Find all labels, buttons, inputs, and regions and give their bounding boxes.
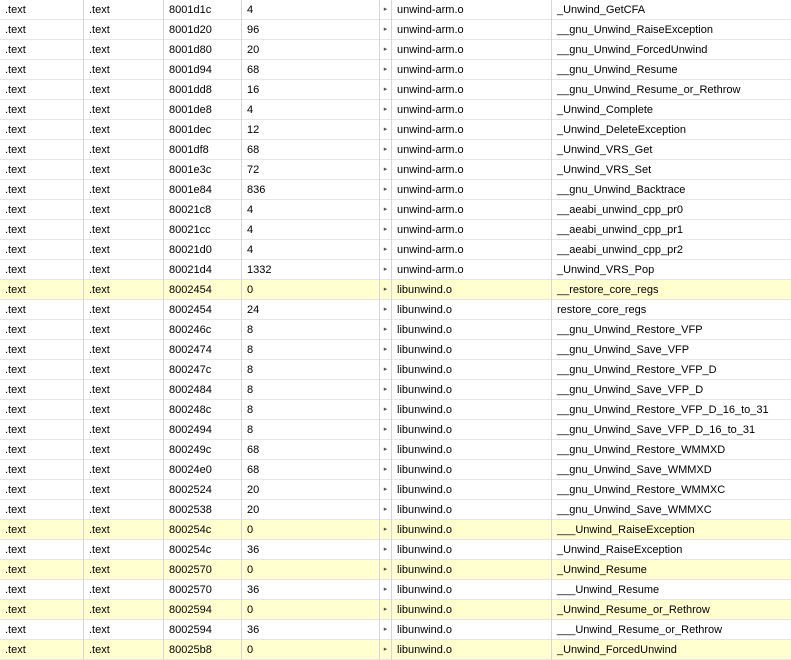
address-cell: 8002570 xyxy=(164,580,242,600)
address-cell: 8002454 xyxy=(164,280,242,300)
expand-arrow-icon[interactable]: ▸ xyxy=(380,40,392,60)
symbol-name-cell: __gnu_Unwind_Save_WMMXD xyxy=(557,464,712,476)
symbol-name-cell: _Unwind_VRS_Set xyxy=(557,164,652,176)
expand-arrow-icon[interactable]: ▸ xyxy=(380,0,392,20)
address-cell: 8001d94 xyxy=(164,60,242,80)
size-cell: 72 xyxy=(242,160,380,180)
section-cell: .text xyxy=(0,100,84,120)
size-cell: 36 xyxy=(242,540,380,560)
object-file-cell: unwind-arm.o xyxy=(392,60,552,80)
size-cell: 0 xyxy=(242,640,380,660)
size-cell: 4 xyxy=(242,200,380,220)
table-row[interactable] xyxy=(0,80,791,100)
object-file-cell: unwind-arm.o xyxy=(392,200,552,220)
object-file-cell: libunwind.o xyxy=(392,460,552,480)
address-cell: 800247c xyxy=(164,360,242,380)
address-cell: 8002570 xyxy=(164,560,242,580)
object-file-cell: unwind-arm.o xyxy=(392,220,552,240)
section-cell: .text xyxy=(0,520,84,540)
symbol-name-cell: __gnu_Unwind_Restore_WMMXC xyxy=(557,484,726,496)
object-file-cell: unwind-arm.o xyxy=(392,40,552,60)
section-cell: .text xyxy=(0,400,84,420)
section-cell: .text xyxy=(0,60,84,80)
expand-arrow-icon[interactable]: ▸ xyxy=(380,600,392,620)
section-cell: .text xyxy=(0,540,84,560)
object-file-cell: unwind-arm.o xyxy=(392,140,552,160)
size-cell: 36 xyxy=(242,580,380,600)
table-row[interactable] xyxy=(0,120,791,140)
table-row[interactable] xyxy=(0,580,791,600)
section-cell: .text xyxy=(0,460,84,480)
section-cell: .text xyxy=(0,480,84,500)
expand-arrow-icon[interactable]: ▸ xyxy=(380,420,392,440)
section-cell: .text xyxy=(0,260,84,280)
section-cell: .text xyxy=(0,420,84,440)
address-cell: 8002594 xyxy=(164,620,242,640)
size-cell: 8 xyxy=(242,380,380,400)
symbol-name-cell: __gnu_Unwind_Restore_VFP xyxy=(557,324,703,336)
size-cell: 1332 xyxy=(242,260,380,280)
expand-arrow-icon[interactable]: ▸ xyxy=(380,200,392,220)
address-cell: 8002474 xyxy=(164,340,242,360)
section-cell: .text xyxy=(0,180,84,200)
output-section-cell: .text xyxy=(84,580,164,600)
size-cell: 836 xyxy=(242,180,380,200)
symbol-name-cell: __restore_core_regs xyxy=(557,284,659,296)
object-file-cell: libunwind.o xyxy=(392,560,552,580)
expand-arrow-icon[interactable]: ▸ xyxy=(380,560,392,580)
object-file-cell: libunwind.o xyxy=(392,360,552,380)
symbol-name-cell: _Unwind_RaiseException xyxy=(557,544,683,556)
object-file-cell: libunwind.o xyxy=(392,500,552,520)
table-row[interactable] xyxy=(0,260,791,280)
output-section-cell: .text xyxy=(84,340,164,360)
output-section-cell: .text xyxy=(84,60,164,80)
expand-arrow-icon[interactable]: ▸ xyxy=(380,240,392,260)
size-cell: 0 xyxy=(242,520,380,540)
symbol-name-cell: __gnu_Unwind_Resume_or_Rethrow xyxy=(557,84,741,96)
object-file-cell: unwind-arm.o xyxy=(392,260,552,280)
object-file-cell: unwind-arm.o xyxy=(392,240,552,260)
object-file-cell: libunwind.o xyxy=(392,540,552,560)
section-cell: .text xyxy=(0,300,84,320)
section-cell: .text xyxy=(0,220,84,240)
address-cell: 8001e84 xyxy=(164,180,242,200)
output-section-cell: .text xyxy=(84,260,164,280)
output-section-cell: .text xyxy=(84,280,164,300)
expand-arrow-icon[interactable]: ▸ xyxy=(380,620,392,640)
section-cell: .text xyxy=(0,240,84,260)
symbol-name-cell: _Unwind_Resume_or_Rethrow xyxy=(557,604,710,616)
size-cell: 20 xyxy=(242,480,380,500)
table-row[interactable] xyxy=(0,440,791,460)
symbol-name-cell: __gnu_Unwind_ForcedUnwind xyxy=(557,44,708,56)
size-cell: 68 xyxy=(242,460,380,480)
address-cell: 8001e3c xyxy=(164,160,242,180)
size-cell: 20 xyxy=(242,40,380,60)
table-row[interactable] xyxy=(0,240,791,260)
symbol-name-cell: _Unwind_Resume xyxy=(557,564,647,576)
symbol-name-cell: ___Unwind_RaiseException xyxy=(557,524,695,536)
expand-arrow-icon[interactable]: ▸ xyxy=(380,120,392,140)
expand-arrow-icon[interactable]: ▸ xyxy=(380,140,392,160)
address-cell: 8002594 xyxy=(164,600,242,620)
section-cell: .text xyxy=(0,640,84,660)
address-cell: 800254c xyxy=(164,540,242,560)
output-section-cell: .text xyxy=(84,360,164,380)
expand-arrow-icon[interactable]: ▸ xyxy=(380,340,392,360)
object-file-cell: libunwind.o xyxy=(392,300,552,320)
address-cell: 8001d1c xyxy=(164,0,242,20)
object-file-cell: libunwind.o xyxy=(392,420,552,440)
object-file-cell: unwind-arm.o xyxy=(392,100,552,120)
section-cell: .text xyxy=(0,600,84,620)
table-row[interactable] xyxy=(0,540,791,560)
expand-arrow-icon[interactable]: ▸ xyxy=(380,20,392,40)
size-cell: 0 xyxy=(242,560,380,580)
address-cell: 8001d20 xyxy=(164,20,242,40)
symbol-name-cell: __gnu_Unwind_Save_VFP xyxy=(557,344,690,356)
symbol-name-cell: _Unwind_ForcedUnwind xyxy=(557,644,677,656)
output-section-cell: .text xyxy=(84,500,164,520)
size-cell: 68 xyxy=(242,440,380,460)
size-cell: 12 xyxy=(242,120,380,140)
object-file-cell: libunwind.o xyxy=(392,600,552,620)
symbol-name-cell: __gnu_Unwind_Restore_VFP_D xyxy=(557,364,717,376)
symbol-name-cell: __gnu_Unwind_Save_WMMXC xyxy=(557,504,712,516)
section-cell: .text xyxy=(0,360,84,380)
expand-arrow-icon[interactable]: ▸ xyxy=(380,360,392,380)
output-section-cell: .text xyxy=(84,20,164,40)
table-row[interactable] xyxy=(0,360,791,380)
table-row[interactable] xyxy=(0,420,791,440)
table-row[interactable] xyxy=(0,160,791,180)
address-cell: 8001df8 xyxy=(164,140,242,160)
size-cell: 0 xyxy=(242,600,380,620)
object-file-cell: libunwind.o xyxy=(392,400,552,420)
table-row[interactable] xyxy=(0,620,791,640)
table-row[interactable] xyxy=(0,560,791,580)
address-cell: 8002524 xyxy=(164,480,242,500)
output-section-cell: .text xyxy=(84,620,164,640)
object-file-cell: libunwind.o xyxy=(392,280,552,300)
symbol-name-cell: _Unwind_Complete xyxy=(557,104,653,116)
address-cell: 800248c xyxy=(164,400,242,420)
section-cell: .text xyxy=(0,20,84,40)
table-row[interactable] xyxy=(0,200,791,220)
symbol-name-cell: __gnu_Unwind_Resume xyxy=(557,64,678,76)
symbol-name-cell: restore_core_regs xyxy=(557,304,647,316)
expand-arrow-icon[interactable]: ▸ xyxy=(380,160,392,180)
address-cell: 80024e0 xyxy=(164,460,242,480)
output-section-cell: .text xyxy=(84,120,164,140)
address-cell: 80021d0 xyxy=(164,240,242,260)
output-section-cell: .text xyxy=(84,380,164,400)
table-row[interactable] xyxy=(0,320,791,340)
expand-arrow-icon[interactable]: ▸ xyxy=(380,180,392,200)
address-cell: 8001de8 xyxy=(164,100,242,120)
object-file-cell: libunwind.o xyxy=(392,640,552,660)
address-cell: 800249c xyxy=(164,440,242,460)
object-file-cell: unwind-arm.o xyxy=(392,80,552,100)
size-cell: 4 xyxy=(242,220,380,240)
section-cell: .text xyxy=(0,280,84,300)
table-row[interactable] xyxy=(0,500,791,520)
size-cell: 4 xyxy=(242,100,380,120)
table-row[interactable] xyxy=(0,220,791,240)
expand-arrow-icon[interactable]: ▸ xyxy=(380,640,392,660)
address-cell: 8002484 xyxy=(164,380,242,400)
section-cell: .text xyxy=(0,40,84,60)
section-cell: .text xyxy=(0,340,84,360)
section-cell: .text xyxy=(0,380,84,400)
address-cell: 80021cc xyxy=(164,220,242,240)
symbol-name-cell: __gnu_Unwind_Save_VFP_D xyxy=(557,384,704,396)
size-cell: 8 xyxy=(242,400,380,420)
section-cell: .text xyxy=(0,580,84,600)
section-cell: .text xyxy=(0,120,84,140)
table-row[interactable] xyxy=(0,340,791,360)
expand-arrow-icon[interactable]: ▸ xyxy=(380,500,392,520)
table-row[interactable] xyxy=(0,640,791,660)
expand-arrow-icon[interactable]: ▸ xyxy=(380,300,392,320)
output-section-cell: .text xyxy=(84,200,164,220)
table-row[interactable] xyxy=(0,0,791,20)
symbol-name-cell: __aeabi_unwind_cpp_pr1 xyxy=(557,224,683,236)
expand-arrow-icon[interactable]: ▸ xyxy=(380,520,392,540)
table-row[interactable] xyxy=(0,280,791,300)
output-section-cell: .text xyxy=(84,420,164,440)
object-file-cell: libunwind.o xyxy=(392,440,552,460)
address-cell: 8002454 xyxy=(164,300,242,320)
output-section-cell: .text xyxy=(84,300,164,320)
size-cell: 8 xyxy=(242,360,380,380)
expand-arrow-icon[interactable]: ▸ xyxy=(380,220,392,240)
object-file-cell: libunwind.o xyxy=(392,320,552,340)
size-cell: 96 xyxy=(242,20,380,40)
address-cell: 8001d80 xyxy=(164,40,242,60)
output-section-cell: .text xyxy=(84,540,164,560)
address-cell: 8002538 xyxy=(164,500,242,520)
table-row[interactable] xyxy=(0,180,791,200)
expand-arrow-icon[interactable]: ▸ xyxy=(380,460,392,480)
output-section-cell: .text xyxy=(84,100,164,120)
address-cell: 80021d4 xyxy=(164,260,242,280)
output-section-cell: .text xyxy=(84,160,164,180)
expand-arrow-icon[interactable]: ▸ xyxy=(380,260,392,280)
table-row[interactable] xyxy=(0,600,791,620)
expand-arrow-icon[interactable]: ▸ xyxy=(380,540,392,560)
output-section-cell: .text xyxy=(84,220,164,240)
section-cell: .text xyxy=(0,140,84,160)
object-file-cell: unwind-arm.o xyxy=(392,160,552,180)
output-section-cell: .text xyxy=(84,80,164,100)
size-cell: 8 xyxy=(242,340,380,360)
size-cell: 68 xyxy=(242,60,380,80)
expand-arrow-icon[interactable]: ▸ xyxy=(380,60,392,80)
size-cell: 68 xyxy=(242,140,380,160)
symbol-name-cell: _Unwind_DeleteException xyxy=(557,124,687,136)
symbol-name-cell: __gnu_Unwind_Backtrace xyxy=(557,184,686,196)
symbol-name-cell: __gnu_Unwind_RaiseException xyxy=(557,24,713,36)
section-cell: .text xyxy=(0,160,84,180)
expand-arrow-icon[interactable]: ▸ xyxy=(380,320,392,340)
table-row[interactable] xyxy=(0,140,791,160)
size-cell: 0 xyxy=(242,280,380,300)
output-section-cell: .text xyxy=(84,520,164,540)
output-section-cell: .text xyxy=(84,180,164,200)
output-section-cell: .text xyxy=(84,460,164,480)
object-file-cell: libunwind.o xyxy=(392,380,552,400)
output-section-cell: .text xyxy=(84,240,164,260)
object-file-cell: libunwind.o xyxy=(392,580,552,600)
symbol-name-cell: __gnu_Unwind_Restore_VFP_D_16_to_31 xyxy=(557,404,769,416)
object-file-cell: libunwind.o xyxy=(392,520,552,540)
size-cell: 36 xyxy=(242,620,380,640)
output-section-cell: .text xyxy=(84,440,164,460)
size-cell: 4 xyxy=(242,240,380,260)
address-cell: 800246c xyxy=(164,320,242,340)
expand-arrow-icon[interactable]: ▸ xyxy=(380,480,392,500)
symbol-name-cell: ___Unwind_Resume xyxy=(557,584,660,596)
expand-arrow-icon[interactable]: ▸ xyxy=(380,100,392,120)
section-cell: .text xyxy=(0,620,84,640)
table-row[interactable] xyxy=(0,100,791,120)
table-row[interactable] xyxy=(0,520,791,540)
size-cell: 20 xyxy=(242,500,380,520)
symbol-name-cell: __aeabi_unwind_cpp_pr0 xyxy=(557,204,683,216)
symbol-name-cell: _Unwind_VRS_Pop xyxy=(557,264,655,276)
address-cell: 8001dec xyxy=(164,120,242,140)
symbol-name-cell: _Unwind_VRS_Get xyxy=(557,144,653,156)
output-section-cell: .text xyxy=(84,40,164,60)
size-cell: 16 xyxy=(242,80,380,100)
symbol-name-cell: __gnu_Unwind_Restore_WMMXD xyxy=(557,444,726,456)
expand-arrow-icon[interactable]: ▸ xyxy=(380,380,392,400)
symbol-name-cell: __gnu_Unwind_Save_VFP_D_16_to_31 xyxy=(557,424,756,436)
object-file-cell: unwind-arm.o xyxy=(392,0,552,20)
output-section-cell: .text xyxy=(84,600,164,620)
table-row[interactable] xyxy=(0,60,791,80)
object-file-cell: unwind-arm.o xyxy=(392,120,552,140)
symbol-name-cell: __aeabi_unwind_cpp_pr2 xyxy=(557,244,683,256)
size-cell: 4 xyxy=(242,0,380,20)
table-row[interactable] xyxy=(0,480,791,500)
table-row[interactable] xyxy=(0,380,791,400)
size-cell: 8 xyxy=(242,320,380,340)
table-row[interactable] xyxy=(0,40,791,60)
symbol-name-cell: ___Unwind_Resume_or_Rethrow xyxy=(557,624,723,636)
symbol-name-cell: _Unwind_GetCFA xyxy=(557,4,646,16)
address-cell: 8001dd8 xyxy=(164,80,242,100)
table-row[interactable] xyxy=(0,400,791,420)
expand-arrow-icon[interactable]: ▸ xyxy=(380,80,392,100)
section-cell: .text xyxy=(0,200,84,220)
section-cell: .text xyxy=(0,0,84,20)
section-cell: .text xyxy=(0,440,84,460)
table-row[interactable] xyxy=(0,20,791,40)
object-file-cell: unwind-arm.o xyxy=(392,180,552,200)
output-section-cell: .text xyxy=(84,640,164,660)
table-row[interactable] xyxy=(0,300,791,320)
output-section-cell: .text xyxy=(84,140,164,160)
address-cell: 80021c8 xyxy=(164,200,242,220)
expand-arrow-icon[interactable]: ▸ xyxy=(380,580,392,600)
output-section-cell: .text xyxy=(84,320,164,340)
section-cell: .text xyxy=(0,320,84,340)
object-file-cell: unwind-arm.o xyxy=(392,20,552,40)
address-cell: 80025b8 xyxy=(164,640,242,660)
address-cell: 800254c xyxy=(164,520,242,540)
address-cell: 8002494 xyxy=(164,420,242,440)
section-cell: .text xyxy=(0,500,84,520)
output-section-cell: .text xyxy=(84,400,164,420)
section-cell: .text xyxy=(0,560,84,580)
object-file-cell: libunwind.o xyxy=(392,480,552,500)
section-cell: .text xyxy=(0,80,84,100)
object-file-cell: libunwind.o xyxy=(392,620,552,640)
size-cell: 24 xyxy=(242,300,380,320)
size-cell: 8 xyxy=(242,420,380,440)
expand-arrow-icon[interactable]: ▸ xyxy=(380,400,392,420)
output-section-cell: .text xyxy=(84,0,164,20)
output-section-cell: .text xyxy=(84,560,164,580)
expand-arrow-icon[interactable]: ▸ xyxy=(380,280,392,300)
table-row[interactable] xyxy=(0,460,791,480)
output-section-cell: .text xyxy=(84,480,164,500)
expand-arrow-icon[interactable]: ▸ xyxy=(380,440,392,460)
object-file-cell: libunwind.o xyxy=(392,340,552,360)
